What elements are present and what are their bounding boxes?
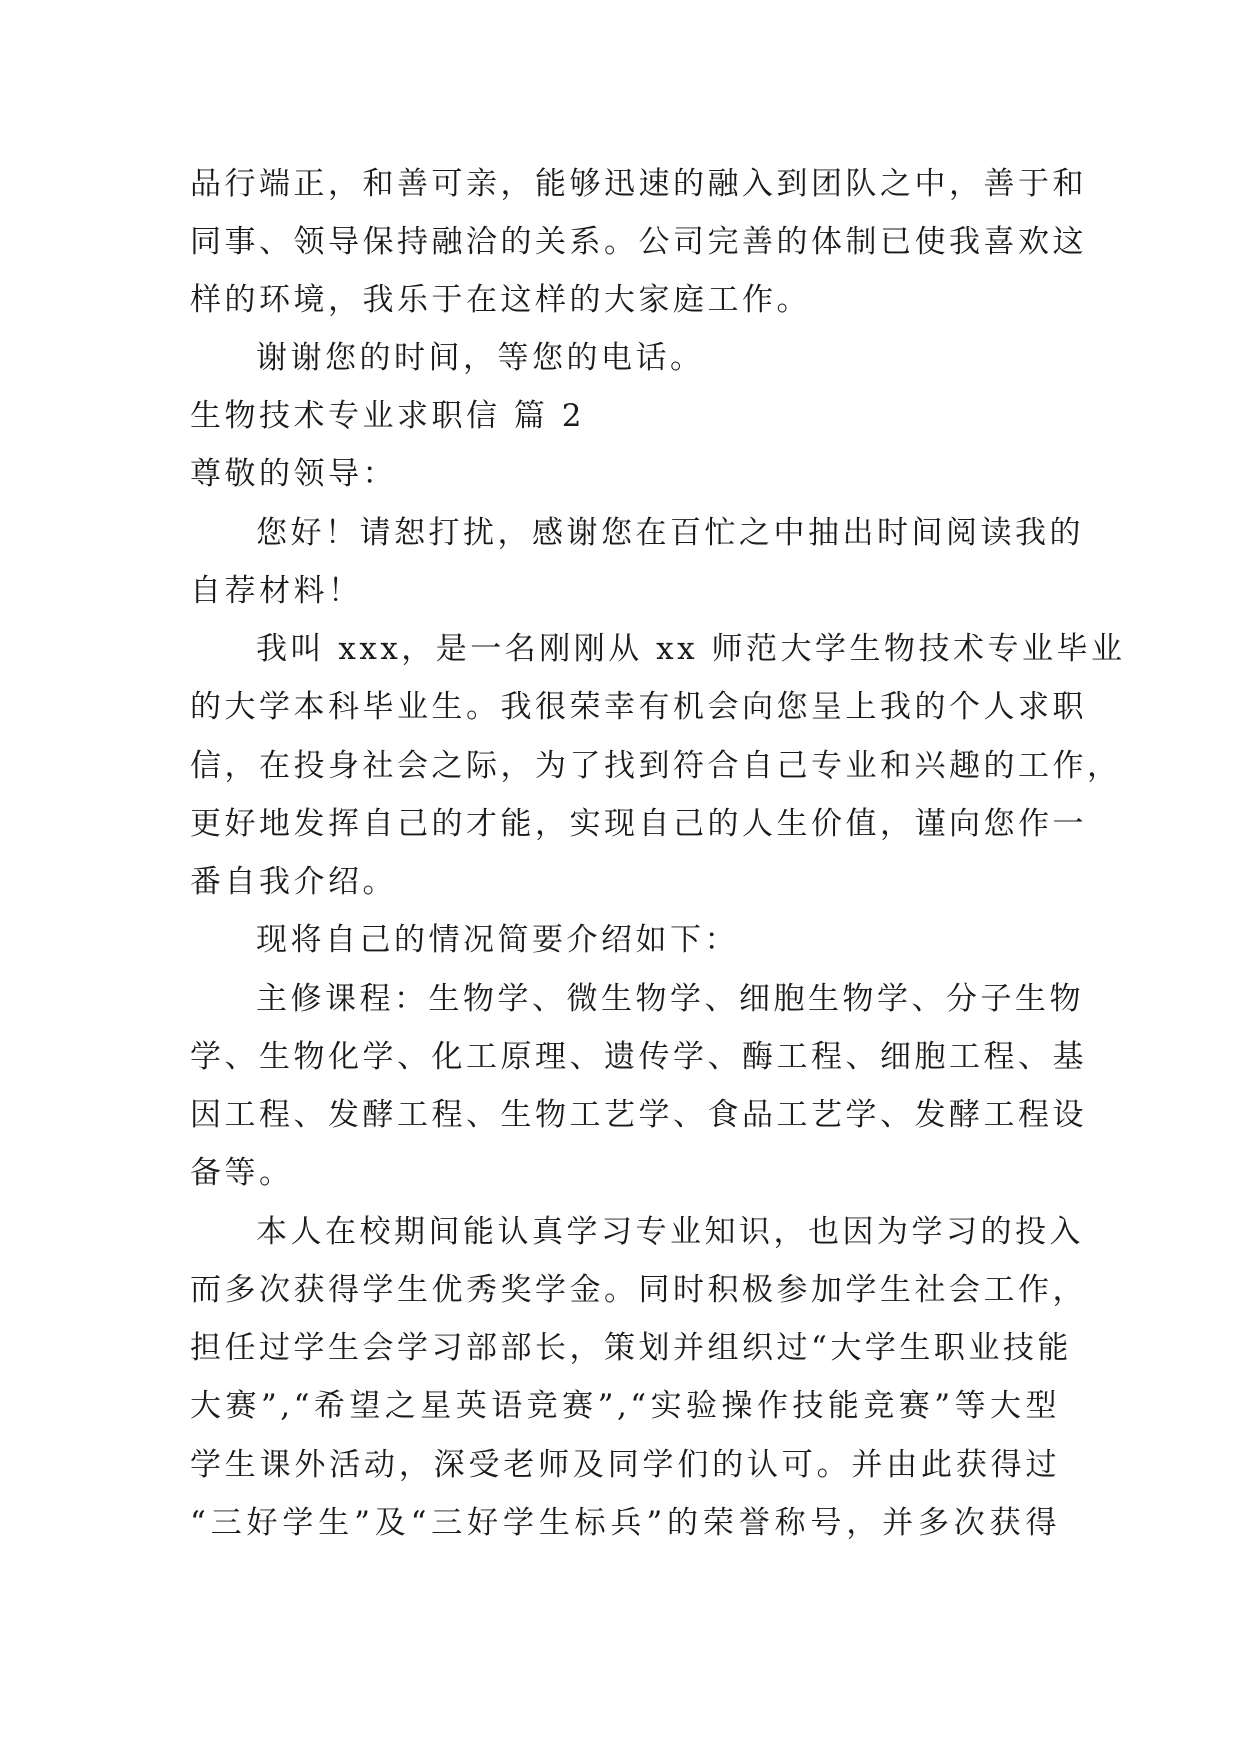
paragraph-line: 更好地发挥自己的才能，实现自己的人生价值，谨向您作一 <box>190 806 1087 842</box>
paragraph-line: 担任过学生会学习部部长，策划并组织过“大学生职业技能 <box>190 1330 1072 1366</box>
paragraph-line: 大赛”,“希望之星英语竞赛”,“实验操作技能竞赛”等大型 <box>190 1388 1060 1424</box>
paragraph-line: 而多次获得学生优秀奖学金。同时积极参加学生社会工作， <box>190 1272 1087 1308</box>
paragraph-line: 谢谢您的时间，等您的电话。 <box>256 340 705 376</box>
paragraph-line: 现将自己的情况简要介绍如下： <box>256 922 739 958</box>
paragraph-line: 学生课外活动，深受老师及同学们的认可。并由此获得过 <box>190 1447 1060 1483</box>
paragraph-line: 我叫 xxx，是一名刚刚从 xx 师范大学生物技术专业毕业 <box>256 631 1126 667</box>
paragraph-line: 番自我介绍。 <box>190 864 397 900</box>
section-heading: 生物技术专业求职信 篇 2 <box>190 398 585 434</box>
salutation: 尊敬的领导： <box>190 456 397 492</box>
paragraph-line: 学、生物化学、化工原理、遗传学、酶工程、细胞工程、基 <box>190 1039 1087 1075</box>
paragraph-line: 样的环境，我乐于在这样的大家庭工作。 <box>190 282 811 318</box>
paragraph-line: 品行端正，和善可亲，能够迅速的融入到团队之中，善于和 <box>190 166 1087 202</box>
paragraph-line: 主修课程：生物学、微生物学、细胞生物学、分子生物 <box>256 981 1084 1017</box>
paragraph-line: 信，在投身社会之际，为了找到符合自己专业和兴趣的工作， <box>190 748 1122 784</box>
paragraph-line: 您好！请恕打扰，感谢您在百忙之中抽出时间阅读我的 <box>256 515 1084 551</box>
paragraph-line: 备等。 <box>190 1155 294 1191</box>
paragraph-line: 的大学本科毕业生。我很荣幸有机会向您呈上我的个人求职 <box>190 689 1087 725</box>
paragraph-line: 同事、领导保持融洽的关系。公司完善的体制已使我喜欢这 <box>190 224 1087 260</box>
paragraph-line: “三好学生”及“三好学生标兵”的荣誉称号，并多次获得 <box>190 1505 1060 1541</box>
paragraph-line: 因工程、发酵工程、生物工艺学、食品工艺学、发酵工程设 <box>190 1097 1087 1133</box>
paragraph-line: 本人在校期间能认真学习专业知识，也因为学习的投入 <box>256 1214 1084 1250</box>
paragraph-line: 自荐材料！ <box>190 573 363 609</box>
